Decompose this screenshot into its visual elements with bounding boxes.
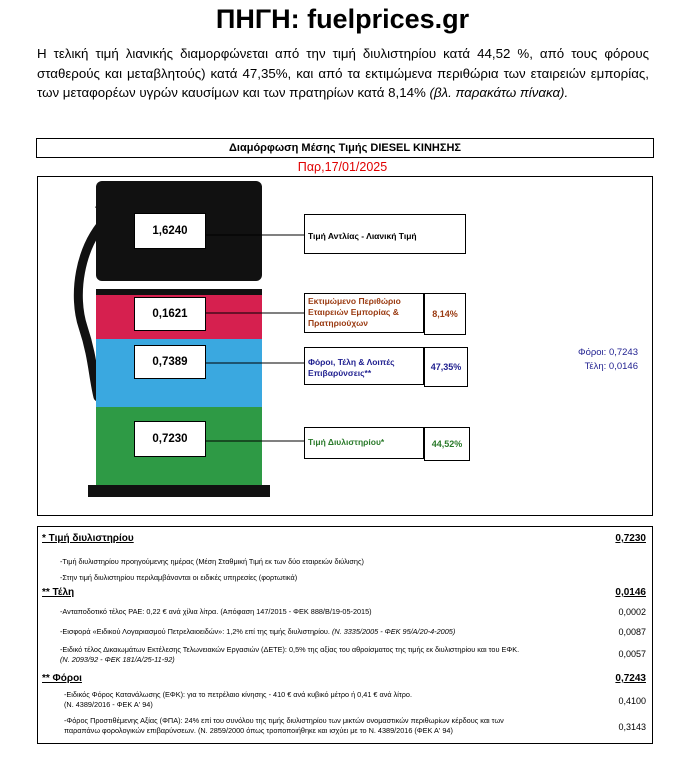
- fee-elp-law: (Ν. 3335/2005 - ΦΕΚ 95/Α/20-4-2005): [331, 627, 456, 636]
- tax-efk-law: (Ν. 4389/2016 - ΦΕΚ Α' 94): [64, 700, 153, 709]
- tax-efk-value: 0,4100: [618, 696, 646, 706]
- refinery-note-2: -Στην τιμή διυλιστηρίου περιλαμβάνονται οι ειδικές υπηρεσίες (φορτωτικά): [60, 573, 298, 582]
- box-title: Διαμόρφωση Μέσης Τιμής DIESEL ΚΙΝΗΣΗΣ: [36, 138, 654, 158]
- fee-dete-value: 0,0057: [618, 649, 646, 659]
- intro-note: (βλ. παρακάτω πίνακα).: [429, 85, 569, 100]
- taxes-percent: 47,35%: [424, 347, 468, 387]
- refinery-label: Τιμή Διυλιστηρίου*: [304, 427, 424, 459]
- taxes-total: 0,7243: [615, 673, 646, 684]
- margin-label: Εκτιμώμενο Περιθώριο Εταιρειών Εμπορίας & Πρατηριούχων: [304, 293, 424, 333]
- tax-vat: -Φόρος Προστιθέμενης Αξίας (ΦΠΑ): 24% επί του συνόλου της τιμής διυλιστηρίου των μικτών ονομαστικών περιθωρίων κέρδους και των: [64, 716, 504, 725]
- box-date: Παρ,17/01/2025: [297, 160, 388, 174]
- fee-rae-value: 0,0002: [618, 607, 646, 617]
- refinery-percent: 44,52%: [424, 427, 470, 461]
- fee-elp-text: -Εισφορά «Ειδικού Λογαριασμού Πετρελαιοειδών»: 1,2% επί της τιμής διυλιστηρίου.: [60, 627, 330, 636]
- refinery-total: 0,7230: [615, 533, 646, 544]
- taxes-heading: ** Φόροι: [42, 673, 82, 684]
- pump-price-value: 1,6240: [134, 213, 206, 249]
- side-taxes: Φόροι: 0,7243: [578, 347, 638, 358]
- refinery-note-1: -Τιμή διυλιστηρίου προηγούμενης ημέρας (Μέση Σταθμική Τιμή εκ των δύο εταιρειών διύλισης): [60, 557, 364, 566]
- breakdown-table: [37, 526, 653, 744]
- tax-vat-law: παραπάνω φορολογικών επιβαρύνσεων. (Ν. 2859/2000 όπως τροποποιήθηκε και ισχύει με το Ν. 4389/2016 (ΦΕΚ Α' 94): [64, 726, 453, 735]
- fee-elp-value: 0,0087: [618, 627, 646, 637]
- tax-vat-value: 0,3143: [618, 722, 646, 732]
- fees-total: 0,0146: [615, 587, 646, 598]
- refinery-heading: * Τιμή διυλιστηρίου: [42, 533, 134, 544]
- taxes-label: Φόροι, Τέλη & Λοιπές Επιβαρύνσεις**: [304, 347, 424, 385]
- table-row: [38, 587, 652, 601]
- side-fees: Τέλη: 0,0146: [584, 361, 638, 372]
- fee-dete-law: (Ν. 2093/92 - ΦΕΚ 181/Α/25-11-92): [60, 655, 175, 664]
- tax-efk: -Ειδικός Φόρος Κατανάλωσης (ΕΦΚ): για το πετρέλαιο κίνησης - 410 € ανά κυβικό μέτρο ή 0,41 € ανά λίτρο.: [64, 690, 413, 699]
- page-title: ΠΗΓΗ: fuelprices.gr: [215, 4, 470, 34]
- fee-dete: -Ειδικό τέλος Δικαιωμάτων Εκτέλεσης Τελωνειακών Εργασιών (ΔΕΤΕ): 0,5% της αξίας του αθροίσματος της τιμής εκ διυλιστηρίου και του ΕΦΚ.: [60, 645, 520, 654]
- fee-rae: -Ανταποδοτικό τέλος ΡΑΕ: 0,22 € ανά χίλια λίτρα. (Απόφαση 147/2015 - ΦΕΚ 888/Β/19-05-2015): [60, 607, 372, 616]
- table-row: [38, 673, 652, 687]
- refinery-value: 0,7230: [134, 421, 206, 457]
- table-row: [38, 533, 652, 547]
- fees-heading: ** Τέλη: [42, 587, 75, 598]
- fee-elp: [60, 627, 600, 637]
- price-breakdown-panel: [37, 176, 653, 516]
- margin-value: 0,1621: [134, 297, 206, 331]
- intro-text: Η τελική τιμή λιανικής διαμορφώνεται από την τιμή διυλιστηρίου κατά 44,52 %, από τους φόρους σταθερούς και μεταβλητούς) κατά 47,35%, και από τα εκτιμώμενα περιθώρια των εταιρειών εμπορίας, των μεταφορέων υγρών καυσίμων και των πρατηρίων κατά 8,14%: [37, 46, 649, 100]
- intro-paragraph: [37, 44, 649, 103]
- taxes-value: 0,7389: [134, 345, 206, 379]
- margin-percent: 8,14%: [424, 293, 466, 335]
- pump-price-label: Τιμή Αντλίας - Λιανική Τιμή: [304, 214, 466, 254]
